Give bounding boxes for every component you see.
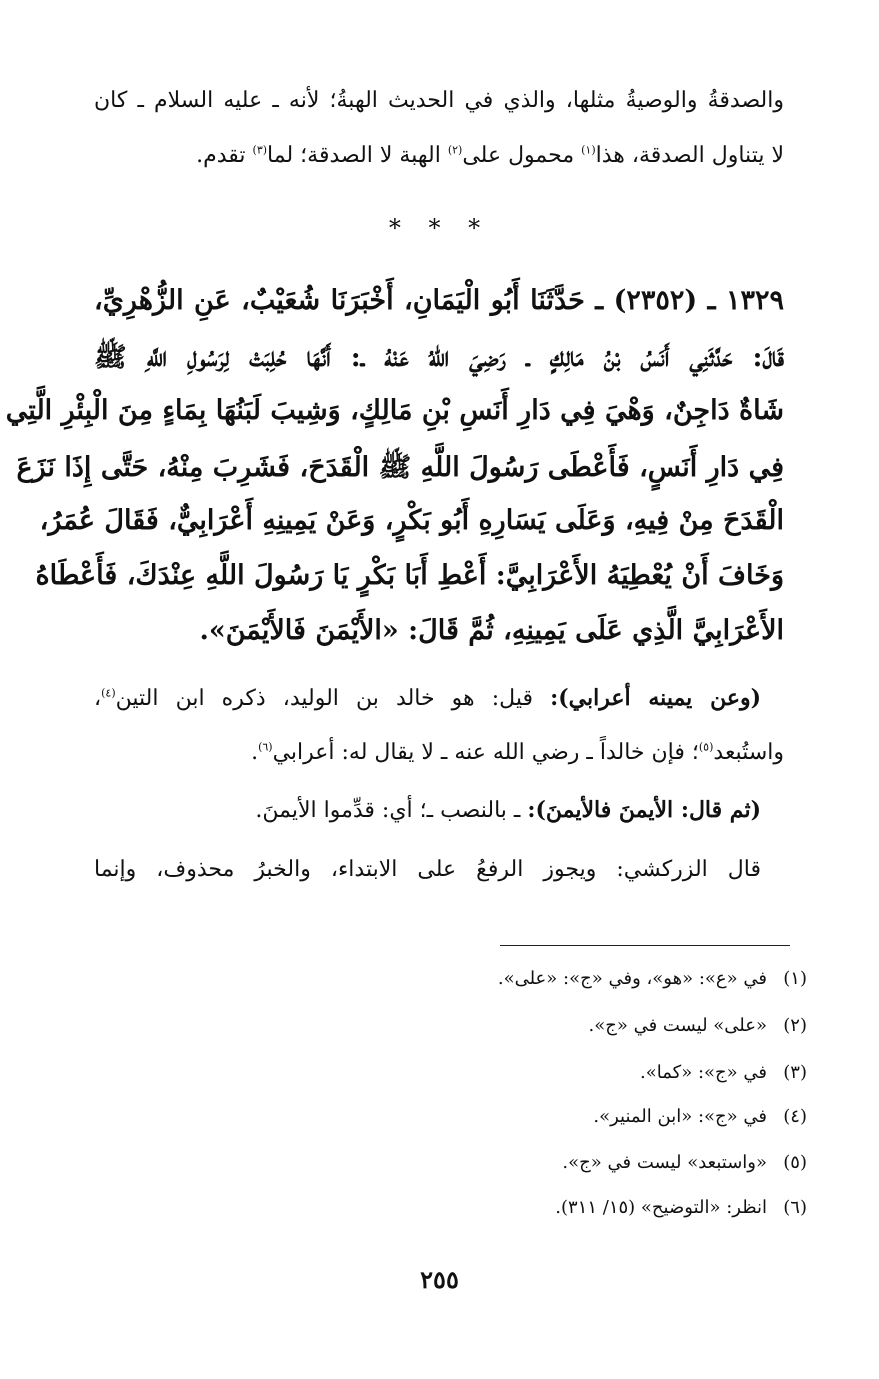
commentary-text: ـ بالنصب ـ؛ أي: قدِّموا الأيمنَ. [255, 798, 528, 823]
commentary-text: قيل: هو خالد بن الوليد، ذكره ابن التين [115, 686, 551, 711]
footnote-text: في «ج»: «كما». [640, 1062, 767, 1083]
footnote-ref-5[interactable]: (٥) [698, 740, 714, 754]
footnote-number: (٥) [783, 1152, 807, 1173]
footnote-2 [588, 1015, 807, 1036]
commentary-line-2 [94, 740, 784, 765]
footnote-ref-6[interactable]: (٦) [258, 740, 273, 754]
footnote-5 [562, 1152, 807, 1173]
footnote-number: (١) [783, 968, 807, 989]
intro-line-1: والصدقةُ والوصيةُ مثلها، والذي في الحديث الهبةُ؛ لأنه ـ عليه السلام ـ كان [94, 88, 784, 113]
hadith-line-5: الْقَدَحَ مِنْ فِيهِ، وَعَلَى يَسَارِهِ أَبُو بَكْرٍ، وَعَنْ يَمِينِهِ أَعْرَابِيٌّ، فَقَالَ عُمَرُ، [39, 505, 784, 536]
footnote-number: (٦) [783, 1197, 807, 1218]
footnote-text: «واستبعد» ليست في «ج». [562, 1152, 767, 1173]
intro-text: تقدم. [196, 143, 253, 168]
hadith-line-7: الأَعْرَابِيَّ الَّذِي عَلَى يَمِينِهِ، ثُمَّ قَالَ: «الأَيْمَنَ فَالأَيْمَنَ». [199, 615, 784, 646]
footnote-text: في «ع»: «هو»، وفي «ج»: «على». [497, 968, 767, 989]
footnote-number: (٢) [783, 1015, 807, 1036]
footnote-6 [555, 1197, 807, 1218]
footnote-4 [593, 1106, 807, 1127]
section-separator: * * * [388, 214, 491, 242]
hadith-line-1: ١٣٢٩ ـ (٢٣٥٢) ـ حَدَّثَنَا أَبُو الْيَمَانِ، أَخْبَرَنَا شُعَيْبٌ، عَنِ الزُّهْرِيِّ، [94, 285, 784, 316]
hadith-line-3: شَاةٌ دَاجِنٌ، وَهْيَ فِي دَارِ أَنَسِ بْنِ مَالِكٍ، وَشِيبَ لَبَنُهَا بِمَاءٍ مِنَ الْبِئْرِ الَّتِي [5, 395, 784, 426]
intro-line-2 [94, 143, 784, 168]
footnote-3 [640, 1062, 807, 1083]
commentary-text: . [251, 740, 259, 765]
commentary-line-4: قال الزركشي: ويجوز الرفعُ على الابتداء، والخبرُ محذوف، وإنما [94, 857, 761, 882]
commentary-line-3 [94, 797, 761, 823]
footnote-1 [498, 968, 807, 989]
page-number: ٢٥٥ [420, 1265, 459, 1294]
commentary-text: واستُبعد [713, 740, 784, 765]
hadith-line-2: قَالَ: حَدَّثَنِي أَنَسُ بْنُ مَالِكٍ ـ رَضِيَ اللهُ عَنْهُ ـ: أَنَّهَا حُلِبَتْ لِرَسُولِ اللَّهِ ﷺ [94, 342, 784, 373]
footnote-divider [500, 945, 790, 946]
commentary-text: ؛ فإن خالداً ـ رضي الله عنه ـ لا يقال له: أعرابي [272, 740, 699, 765]
hadith-line-6: وَخَافَ أَنْ يُعْطِيَهُ الأَعْرَابِيَّ: أَعْطِ أَبَا بَكْرٍ يَا رَسُولَ اللَّهِ عِنْدَكَ، فَأَعْطَاهُ [35, 560, 784, 591]
intro-text: محمول على [462, 143, 582, 168]
commentary-text: ، [94, 686, 102, 711]
footnote-ref-2[interactable]: (٢) [447, 143, 463, 157]
intro-text: لا يتناول الصدقة، هذا [595, 143, 784, 168]
footnote-text: «على» ليست في «ج». [588, 1015, 767, 1036]
footnote-ref-1[interactable]: (١) [581, 143, 596, 157]
footnote-text: في «ج»: «ابن المنير». [593, 1106, 767, 1127]
footnote-number: (٤) [783, 1106, 807, 1127]
footnote-ref-3[interactable]: (٣) [252, 143, 268, 157]
commentary-lemma: (وعن يمينه أعرابي): [550, 685, 761, 711]
commentary-line-1 [94, 685, 761, 711]
commentary-lemma: (ثم قال: الأيمنَ فالأيمنَ): [527, 797, 761, 823]
footnote-number: (٣) [783, 1062, 807, 1083]
footnote-text: انظر: «التوضيح» (١٥/ ٣١١). [555, 1197, 767, 1218]
footnote-ref-4[interactable]: (٤) [101, 686, 116, 700]
hadith-line-4: فِي دَارِ أَنَسٍ، فَأَعْطَى رَسُولَ اللَّهِ ﷺ الْقَدَحَ، فَشَرِبَ مِنْهُ، حَتَّى إِذَا نَزَعَ [16, 452, 784, 483]
intro-text: الهبة لا الصدقة؛ لما [267, 143, 448, 168]
